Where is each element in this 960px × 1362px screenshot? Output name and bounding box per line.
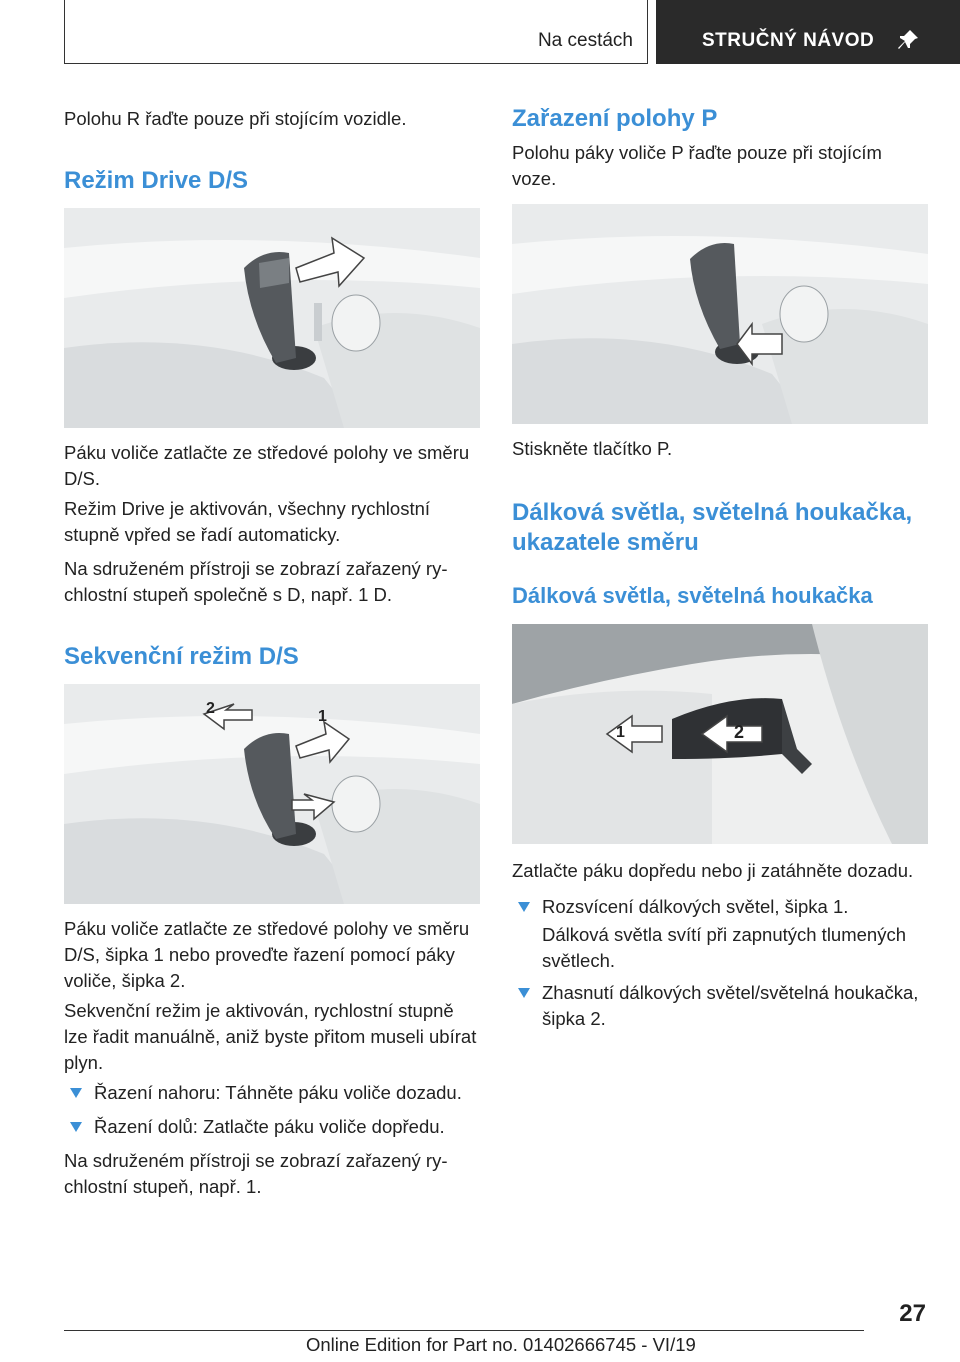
bullet-triangle-icon (70, 1088, 82, 1098)
footer-edition: Online Edition for Part no. 01402666745 - VI/19 (306, 1334, 696, 1355)
bullet-triangle-icon (518, 988, 530, 998)
heading-park-position: Zařazení polohy P (512, 105, 718, 132)
bullet-upshift-text: Řazení nahoru: Táhněte páku voliče dozadu. (94, 1082, 462, 1103)
figure-label-1: 1 (318, 708, 327, 725)
drive-paragraph-2: Režim Drive je aktivován, všechny rychlostní stupně vpřed se řadí automaticky. (64, 498, 431, 545)
gear-selector-illustration (64, 208, 480, 428)
header-guide-title[interactable]: STRUČNÝ NÁVOD (702, 30, 875, 51)
bullet-downshift-text: Řazení dolů: Zatlačte páku voliče dopředu. (94, 1116, 445, 1137)
sequential-paragraph-1: Páku voliče zatlačte ze středové polohy ve směru D/S, šipka 1 nebo proveďte řazení pomocí páky voliče, šipka 2. (64, 918, 470, 991)
figure-label-2: 2 (734, 722, 745, 742)
bullet-high-beam-on-text: Rozsvícení dálkových světel, šipka 1. (542, 896, 849, 917)
header-section-title: Na cestách (537, 30, 633, 51)
heading-high-beam: Dálková světla, světelná houkačka (512, 583, 873, 608)
drive-paragraph-3: Na sdruženém přístroji se zobrazí zařazený rychlostní stupeň společně s D, např. 1 D. (64, 558, 448, 605)
park-paragraph-2: Stiskněte tlačítko P. (512, 438, 673, 459)
figure-sequential-selector (64, 684, 480, 904)
park-button-illustration (512, 204, 928, 424)
header-section-box (64, 0, 648, 64)
figure-label-1: 1 (616, 724, 625, 741)
bullet-downshift (64, 1114, 480, 1140)
bullet-upshift (64, 1080, 480, 1106)
bullet-triangle-icon (518, 902, 530, 912)
heading-drive-mode: Režim Drive D/S (64, 167, 249, 194)
figure-park-button (512, 204, 928, 424)
lights-paragraph-1: Zatlačte páku dopředu nebo ji zatáhněte dozadu. (512, 860, 914, 881)
bullet-triangle-icon (70, 1122, 82, 1132)
drive-paragraph-1: Páku voliče zatlačte ze středové polohy ve směru D/S. (64, 442, 470, 489)
park-paragraph-1: Polohu páky voliče P řaďte pouze při stojícím voze. (512, 142, 882, 189)
footer-divider (64, 1330, 864, 1331)
figure-drive-selector (64, 208, 480, 428)
pin-icon (896, 28, 920, 52)
gear-selector-sequential-illustration (64, 684, 480, 904)
light-stalk-illustration (512, 624, 928, 844)
figure-label-2: 2 (206, 700, 215, 717)
heading-lights: Dálková světla, světelná houkačka, ukazatele směru (512, 499, 913, 556)
intro-paragraph: Polohu R řaďte pouze při stojícím vozidle. (64, 108, 407, 129)
page-number: 27 (899, 1300, 926, 1327)
sequential-paragraph-2: Sekvenční režim je aktivován, rychlostní stupně lze řadit manuálně, aniž byste přitom museli ubírat plyn. (64, 1000, 477, 1073)
sequential-paragraph-3: Na sdruženém přístroji se zobrazí zařazený rychlostní stupeň, např. 1. (64, 1150, 448, 1197)
bullet-high-beam-on (512, 894, 928, 920)
header-guide-box[interactable] (656, 0, 960, 64)
bullet-high-beam-on-note-text: Dálková světla svítí při zapnutých tlumených světlech. (542, 924, 906, 971)
bullet-high-beam-off-text: Zhasnutí dálkových světel/světelná houkačka, šipka 2. (542, 982, 919, 1029)
bullet-high-beam-off (512, 980, 928, 1032)
heading-sequential-mode: Sekvenční režim D/S (64, 643, 299, 670)
figure-light-stalk (512, 624, 928, 844)
bullet-high-beam-on-note (512, 922, 928, 974)
